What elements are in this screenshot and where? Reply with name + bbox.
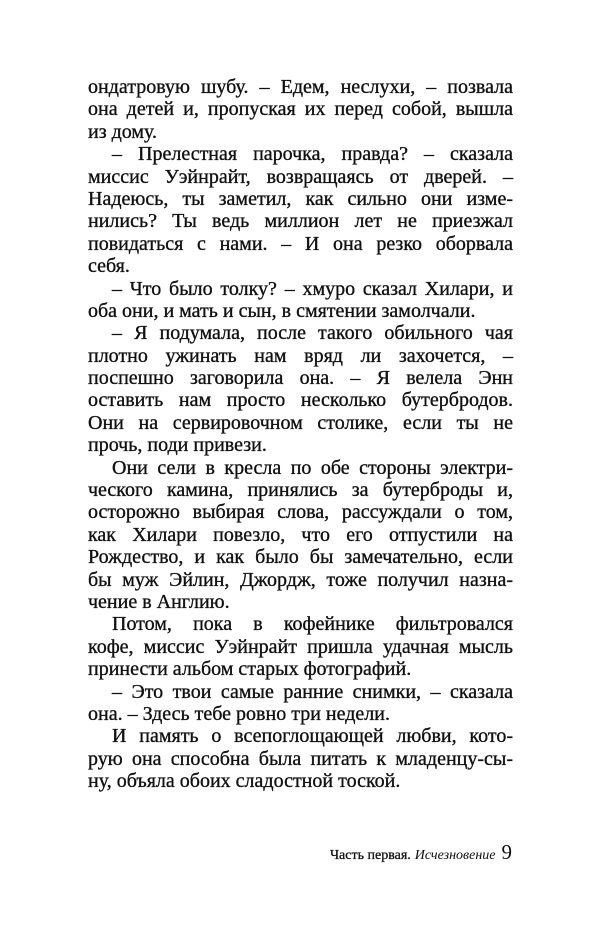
text-line: И память о всепоглощающей любви, кото-	[112, 725, 513, 748]
text-line: – Я подумала, после такого обильного чая	[112, 322, 513, 345]
text-line: оставить нам просто несколько бутербродов.	[88, 389, 513, 412]
text-line: Они сели в кресла по обе стороны электри-	[112, 456, 513, 479]
text-line: ческого камина, принялись за бутерброды и,	[88, 479, 513, 502]
page-body-text	[88, 76, 513, 793]
text-line: ну, объяла обоих сладостной тоской.	[88, 770, 401, 793]
text-line: миссис Уэйнрайт, возвращаясь от дверей. –	[88, 165, 513, 188]
text-line: оба они, и мать и сын, в смятении замолчали.	[88, 299, 476, 322]
text-line: она. – Здесь тебе ровно три недели.	[88, 702, 390, 725]
text-line: поспешно заговорила она. – Я велела Энн	[88, 367, 513, 390]
text-line: плотно ужинать нам вряд ли захочется, –	[88, 344, 513, 367]
text-line: Они на сервировочном столике, если ты не	[88, 411, 513, 434]
text-line: чение в Англию.	[88, 590, 230, 613]
text-line: нились? Ты ведь миллион лет не приезжал	[88, 210, 513, 233]
text-line: бы муж Эйлин, Джордж, тоже получил назна-	[88, 568, 513, 591]
text-line: рую она способна была питать к младенцу-сы-	[88, 747, 513, 770]
text-line: как Хилари повезло, что его отпустили на	[88, 523, 513, 546]
text-line: – Что было толку? – хмуро сказал Хилари, и	[112, 277, 513, 300]
text-line: она детей и, пропуская их перед собой, вышла	[88, 98, 513, 121]
text-line: кофе, миссис Уэйнрайт пришла удачная мысль	[88, 635, 513, 658]
text-line: Потом, пока в кофейнике фильтровался	[112, 613, 513, 636]
footer-chapter-title: Исчезновение	[414, 848, 496, 863]
text-line: ондатровую шубу. – Едем, неслухи, – позвала	[88, 76, 513, 98]
text-line: из дому.	[88, 120, 158, 143]
text-line: прочь, поди привези.	[88, 434, 267, 457]
footer-part-label: Часть первая.	[329, 848, 411, 863]
text-line: себя.	[88, 255, 130, 278]
text-line: Надеюсь, ты заметил, как сильно они изме-	[88, 187, 513, 210]
text-line: – Прелестная парочка, правда? – сказала	[112, 143, 513, 166]
text-line: – Это твои самые ранние снимки, – сказала	[112, 680, 513, 703]
text-line: Рождество, и как было бы замечательно, если	[88, 546, 513, 569]
text-line: повидаться с нами. – И она резко оборвала	[88, 232, 513, 255]
text-line: принести альбом старых фотографий.	[88, 658, 412, 681]
running-footer	[330, 840, 512, 868]
page-number: 9	[501, 840, 512, 864]
text-line: осторожно выбирая слова, рассуждали о том,	[88, 501, 513, 524]
